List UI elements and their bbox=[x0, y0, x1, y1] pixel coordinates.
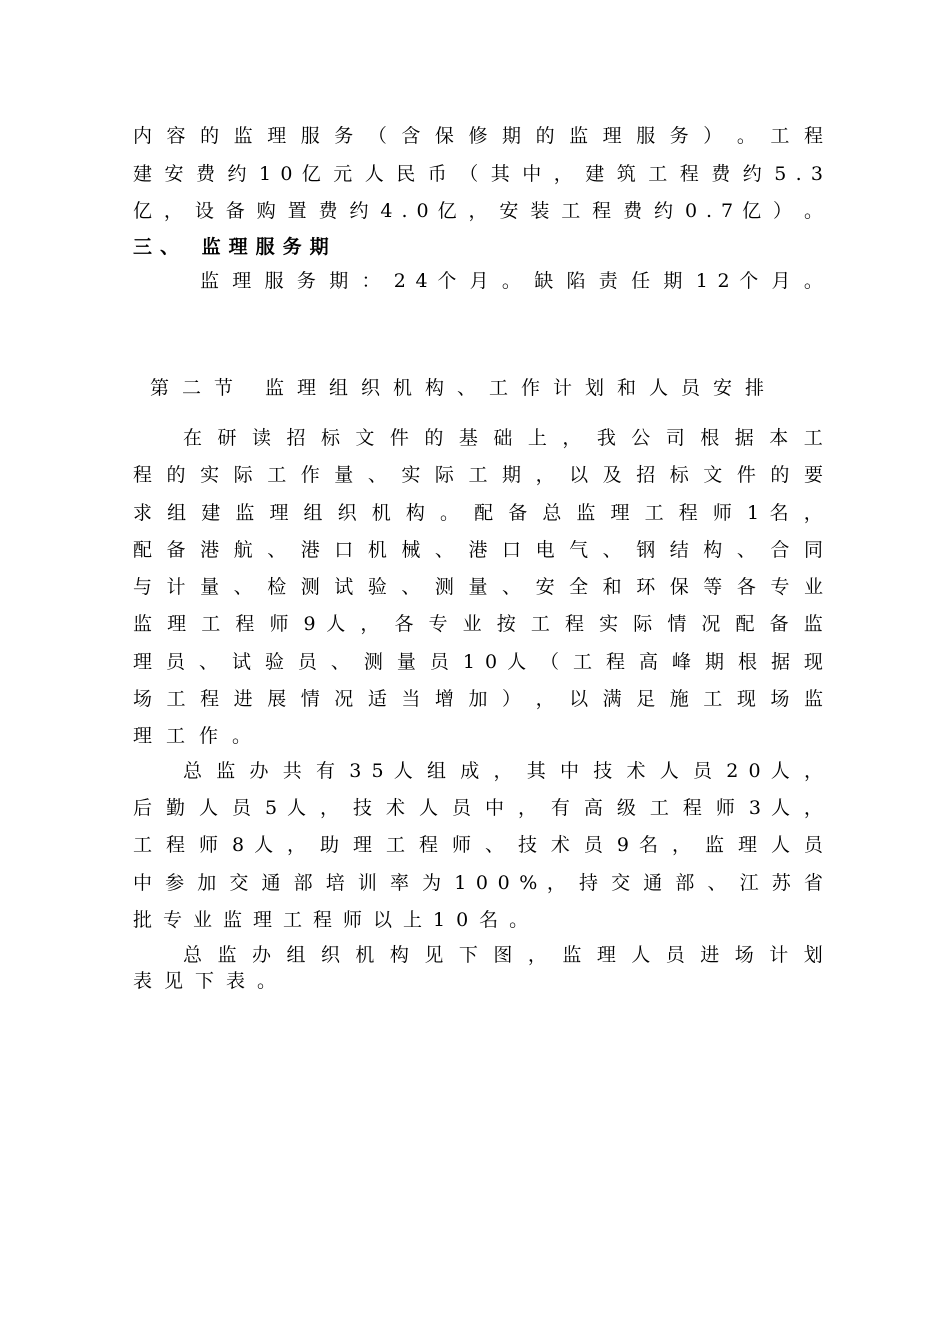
org-line-5: 与 计 量 、 检 测 试 验 、 测 量 、 安 全 和 环 保 等 各 专 业 bbox=[133, 576, 823, 598]
staff-line-4: 中 参 加 交 通 部 培 训 率 为 1 0 0 % ， 持 交 通 部 、 江 苏 省 bbox=[133, 872, 823, 894]
staff-line-1: 总 监 办 共 有 3 5 人 组 成 ， 其 中 技 术 人 员 2 0 人 ， bbox=[183, 760, 823, 782]
org-line-3: 求 组 建 监 理 组 织 机 构 。 配 备 总 监 理 工 程 师 1 名 ， bbox=[133, 502, 823, 524]
org-line-6: 监 理 工 程 师 9 人 ， 各 专 业 按 工 程 实 际 情 况 配 备 监 bbox=[133, 613, 823, 635]
scope-line-1: 内 容 的 监 理 服 务 （ 含 保 修 期 的 监 理 服 务 ） 。 工 程 bbox=[133, 125, 823, 147]
section-heading: 第二节 监理组织机构、工作计划和人员安排 bbox=[150, 377, 778, 399]
org-line-9: 理工作。 bbox=[133, 725, 266, 747]
org-line-1: 在 研 读 招 标 文 件 的 基 础 上 ， 我 公 司 根 据 本 工 bbox=[183, 427, 823, 449]
org-line-8: 场 工 程 进 展 情 况 适 当 增 加 ） ， 以 满 足 施 工 现 场 监 bbox=[133, 688, 823, 710]
org-line-4: 配 备 港 航 、 港 口 机 械 、 港 口 电 气 、 钢 结 构 、 合 同 bbox=[133, 539, 823, 561]
staff-line-5: 批专业监理工程师以上10名。 bbox=[133, 909, 540, 931]
period-heading: 三、 监理服务期 bbox=[133, 236, 337, 258]
staff-line-3: 工 程 师 8 人 ， 助 理 工 程 师 、 技 术 员 9 名 ， 监 理 人 员 bbox=[133, 834, 823, 856]
staff-line-2: 后 勤 人 员 5 人 ， 技 术 人 员 中 ， 有 高 级 工 程 师 3 人 ， bbox=[133, 797, 823, 819]
scope-line-3: 亿 ， 设 备 购 置 费 约 4 . 0 亿 ， 安 装 工 程 费 约 0 . 7 亿 ） 。 bbox=[133, 200, 823, 222]
org-line-2: 程 的 实 际 工 作 量 、 实 际 工 期 ， 以 及 招 标 文 件 的 要 bbox=[133, 464, 823, 486]
scope-line-2: 建 安 费 约 1 0 亿 元 人 民 币 （ 其 中 ， 建 筑 工 程 费 约 5 . 3 bbox=[133, 163, 823, 185]
chart-ref-line-1: 总 监 办 组 织 机 构 见 下 图 ， 监 理 人 员 进 场 计 划 bbox=[183, 944, 823, 966]
chart-ref-line-2: 表见下表。 bbox=[133, 970, 289, 992]
period-text: 监 理 服 务 期 ： 2 4 个 月 。 缺 陷 责 任 期 1 2 个 月 。 bbox=[200, 270, 823, 292]
org-line-7: 理 员 、 试 验 员 、 测 量 员 1 0 人 （ 工 程 高 峰 期 根 据 现 bbox=[133, 651, 823, 673]
